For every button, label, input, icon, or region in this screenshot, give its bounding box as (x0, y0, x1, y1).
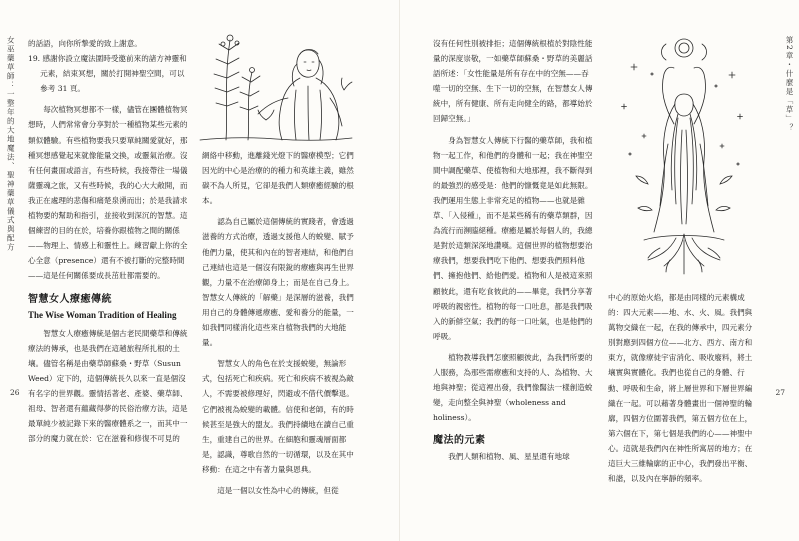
herbalist-illustration (196, 20, 356, 144)
right-running-head: 第2章・什麼是「草」？ (785, 36, 794, 133)
paragraph-continued: 的話語，向你所摯愛的致上謝意。 (28, 39, 142, 48)
paragraph-plant-meditation: 每次植物冥想都不一樣，儘管在團體植物冥想時，人們常常會分享對於一種植物某些元素的類似體驗。有些植物要我只要單純關愛就好，那種冥想感覺起來就像能量交換，或靈氣治療。沒有任何畫面或語言，有些時候，我接帶往一場儀薩靈魂之旅，又有些時候，我的心大大敞開，而我正在處理的悲傷和痛楚泉湧而出；於是我請求植物要的幫助和指引，並接收到深沉的智慧。這個練習的目的在於，培養你跟植物之間的關係——物理上、情感上和靈性上。練習獻上你的全心全意（presence）還有不被打斷的完整時間——這是任何關係要成長茁壯都需要的。 (28, 105, 188, 281)
left-column-1 (28, 36, 188, 444)
paragraph-wise-woman: 智慧女人療癒傳統是個古老民間藥草和傳統療法的傳承，也是我們在這趟旅程所扎根的土壤。儘管名稱是由藥草師蘇桑・野草（Susun Weed）定下的，這個傳統長久以來一直是個沒有名字的世界觀。靈情括著老、產婆、藥草師、祖母、智者還有蘊藏得夢的民俗治療方法，這是最單純少被記錄下來的醫療體系之一，而其中一部分的魔力就在於：它在滋養和修復不可見的 (28, 328, 188, 444)
left-running-head: 女巫藥草師：一整年的大地魔法、聖神藥草儀式與配方 (6, 36, 16, 252)
moon-goddess-illustration (604, 34, 760, 282)
paragraph-transformation: 智慧女人的角色在於支援蛻變，無論形式，包括死亡和疾病。死亡和疾病不被視為敵人，不需要被修理好，閃避或不借代價擊退。它們被視為蛻變的載體。信使和老師，有的時候甚至是強大的盟友。我們持續地在讀自己重生，重建自己的世界。在細胞和靈魂層面都是，認識，尊歌自然的一切循環，以及在其中移動：在這之中有著力量與恩典。 (202, 359, 354, 474)
left-page-number: 26 (10, 388, 20, 397)
section-heading-english: The Wise Woman Tradition of Healing (28, 309, 177, 320)
paragraph-female-centered: 這是一個以女性為中心的傳統，但從 (217, 485, 339, 495)
page-gutter (399, 0, 400, 541)
right-column-2 (608, 290, 758, 484)
paragraph-practitioners: 認為自己屬於這個傳統的實踐者，會透過滋養的方式治療，透過支援他人的蛻變、賦予他們力量，使其和內在的智者連結，和他們自己連結也這是一個沒有限銳的療癒與再生世界觀，力量不在治療師身上；而是在自己身上。智慧女人傳統的「解藥」是深層的滋養，我們用自己的身體傳遞療癒、愛和養分的能量，一如我們同樣消化這些來自植物我們的大地能量。 (202, 217, 354, 348)
paragraph-four-elements: 中心的原始火焰，都是由同樣的元素構成的：四大元素——地、水、火、風。我們與萬物交織在一起，在我的傳承中，四元素分別對應到四個方位——北方、西方、南方和東方，就像療徒宇宙消化、吸收廢料，將土壤實與實體化。我們也從自己的身體、行動、呼吸和生命，將上層世界和下層世界編織在一起。可以藉著身體畫出一個神聖的輪廓，四個方位圍著我們，第五個方位在上，第六個在下，第七個是我們的心——神聖中心。這就是我們內在神性所寓居的地方；在這巨大三維輪廓的正中心，我們發出平衡、和諧，以及內在寧靜的頻率。 (608, 293, 753, 484)
right-page-number: 27 (775, 388, 785, 397)
paragraph-elements-start: 我們人類和植物、風、星星還有地球 (448, 452, 570, 462)
left-column-2 (202, 148, 354, 495)
section-heading-elements: 魔法的元素 (433, 435, 486, 447)
section-heading-chinese: 智慧女人療癒傳統 (28, 293, 112, 305)
right-column-1 (433, 36, 593, 462)
paragraph-mutual-care: 植物教導我們怎麼照顧彼此，為我們所要的人服務，為那些需療癒和支持的人、為植物、大地與神聖；從這裡出發，我們像醫法一樣創造蛻變，走向整全與神聖（wholeness and holiness）。 (433, 352, 593, 423)
paragraph-herbalist-practice: 身為智慧女人傳統下行醫的藥草師，我和植物一起工作，和他們的身體和一起；我在神聖空間中調配藥草、使植物和大地那裡，我不斷得到的最強烈的感受是：他們的慷慨竟是如此無限。我們運用生態上非常充足的植物——也就是雜草、「入侵種」，而不是某些稀有的藥草類群，因為流行而瀕臨絕種。療癒是屬於每個人的，我總是對於這類深深地讚嘆。這個世界的植物想要治療我們，想要我們吃下他們、想要我們照料他們、擁抱他們、給他們愛。植物和人是被這來照顧彼此，還有吃食彼此的——畢竟，我們分享著呼吸的親密性。植物的每一口吐息，都是我們吸入的新鮮空氣；我們的每一口吐氣，也是他們的呼吸。 (433, 135, 593, 341)
paragraph-continued-right: 沒有任何性別被排拒；這個傳統根植於對陰性能量的深度崇敬，一如藥草師蘇桑・野草的美麗話語所述：「女性能量是所有存在中的空無——吞噬一切的空無、生下一切的空無，在智慧女人傳統中，所有健康、所有走向健全的路，都導始於回歸空無。」 (433, 39, 593, 124)
paragraph-network: 網絡中移動，進離錢光燈下的醫療模型；它們因光的中心是治療的的種力和英雄主義，雖然碳不為人所見，它卻是我們人類療癒經驗的根本。 (202, 151, 354, 206)
list-item-19: 19. 感謝你設立魔法圍時受邀前來的諸方神靈和元素，結束冥想，關於打開神聖空間，可以參考 31 頁。 (28, 54, 187, 94)
